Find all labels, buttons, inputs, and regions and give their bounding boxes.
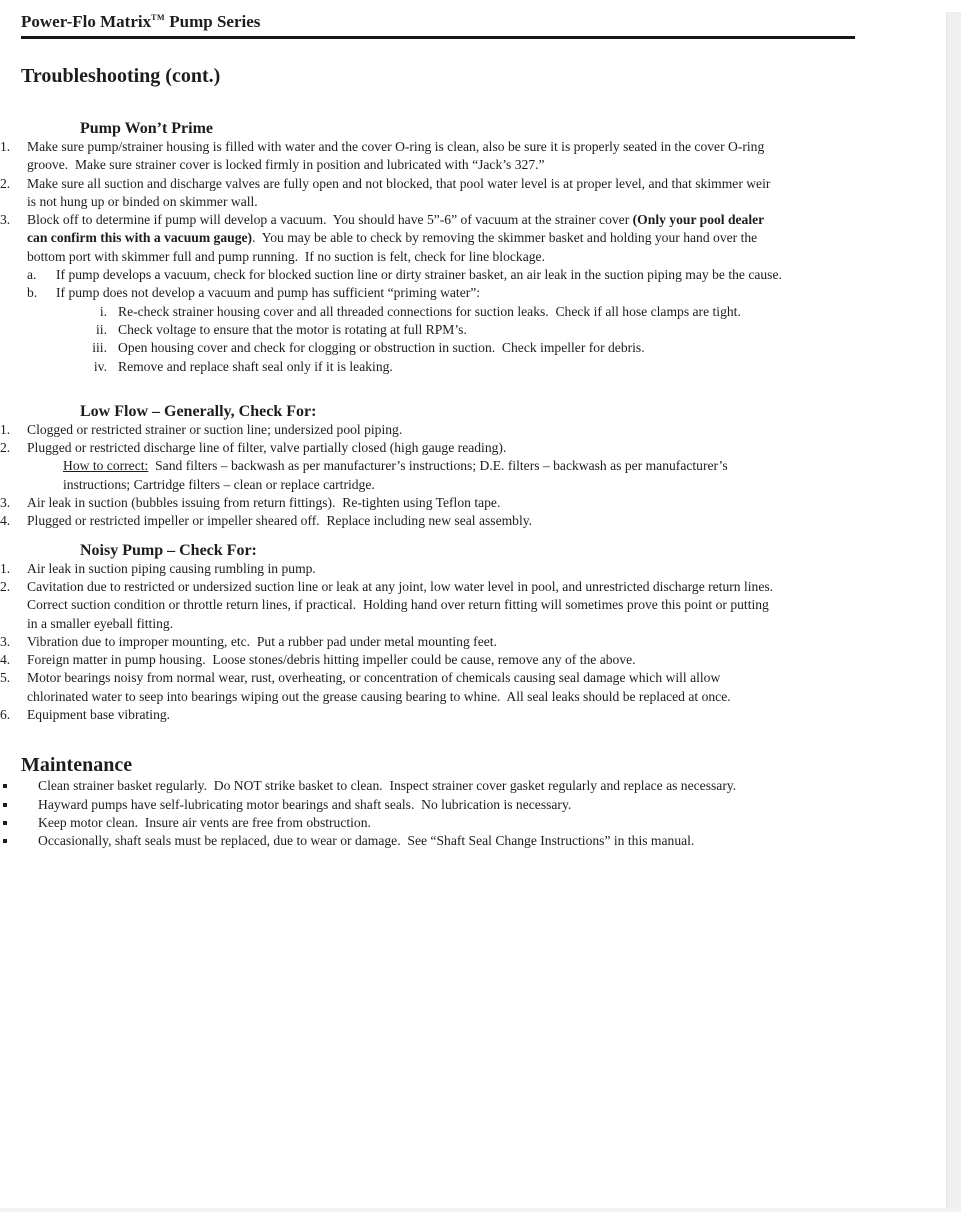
list-item-text: Foreign matter in pump housing. Loose stones/debris hitting impeller could be cause, remove any of the above. (27, 652, 636, 668)
list-item (0, 138, 782, 175)
doc-header (21, 12, 855, 39)
list-item (0, 211, 782, 376)
list-item (0, 175, 782, 212)
list-item (56, 339, 782, 357)
list-item-text: Clean strainer basket regularly. Do NOT strike basket to clean. Inspect strainer cover gasket regularly and replace as necessary. (38, 778, 737, 794)
list-item (0, 651, 782, 669)
list-item-text: Air leak in suction (bubbles issuing from return fittings). Re-tighten using Teflon tape. (27, 495, 501, 511)
pump-wont-prime-sublist (27, 266, 782, 376)
list-item-text: Clogged or restricted strainer or suction line; undersized pool piping. (27, 421, 403, 437)
list-item (56, 303, 782, 321)
list-item (0, 777, 782, 795)
list-item-text: Cavitation due to restricted or undersized suction line or leak at any joint, low water level in pool, and unrestricted discharge return lines. Correct suction condition or throttle return lines, if practical. Holding hand over return fitting will sometimes prove this point or putting in a smaller eyeball fitting. (27, 578, 780, 631)
list-item (0, 669, 782, 706)
list-item (0, 494, 782, 512)
subsection-heading-pump-wont-prime: Pump Won’t Prime (80, 120, 214, 137)
list-item-text: Plugged or restricted impeller or impeller sheared off. Replace including new seal assembly. (27, 513, 533, 529)
list-item-text: Occasionally, shaft seals must be replaced, due to wear or damage. See “Shaft Seal Change Instructions” in this manual. (38, 833, 695, 849)
list-item-text: Block off to determine if pump will develop a vacuum. You should have 5”-6” of vacuum at the strainer cover (27, 212, 633, 228)
list-item-text: Open housing cover and check for clogging or obstruction in suction. Check impeller for debris. (118, 340, 645, 356)
section-heading-maintenance: Maintenance (21, 754, 133, 777)
doc-header-title: Power-Flo Matrix (21, 12, 152, 31)
list-item-text: If pump does not develop a vacuum and pump has sufficient “priming water”: (56, 285, 481, 301)
subsection-heading-noisy-pump: Noisy Pump – Check For: (80, 541, 257, 559)
subsection-heading-low-flow: Low Flow – Generally, Check For: (80, 402, 317, 420)
how-to-correct-label: How to correct: (63, 458, 149, 474)
section-heading-troubleshooting: Troubleshooting (cont.) (21, 65, 221, 87)
list-item (0, 512, 782, 530)
list-item-text: Motor bearings noisy from normal wear, rust, overheating, or concentration of chemicals causing seal damage which will allow chlorinated water to seep into bearings wiping out the grease causing bearing to whine. All seal leaks should be replaced at once. (27, 670, 731, 704)
trademark-superscript: TM (151, 13, 166, 22)
maintenance-list (0, 777, 782, 850)
list-item (0, 421, 782, 439)
list-item-text: Check voltage to ensure that the motor is rotating at full RPM’s. (118, 321, 467, 337)
how-to-correct-text: Sand filters – backwash as per manufacturer’s instructions; D.E. filters – backwash as per manufacturer’s instructions; Cartridge filters – clean or replace cartridge. (63, 458, 732, 492)
list-item (0, 578, 782, 633)
list-item-bold-text: (Only your pool dealer can confirm this with a vacuum gauge) (27, 212, 768, 246)
list-item-text: Re-check strainer housing cover and all threaded connections for suction leaks. Check if all hose clamps are tight. (118, 303, 741, 319)
how-to-correct-note (63, 457, 782, 494)
list-item-text: Remove and replace shaft seal only if it is leaking. (118, 358, 393, 374)
list-item-text: Vibration due to improper mounting, etc. Put a rubber pad under metal mounting feet. (27, 633, 497, 649)
list-item-text: Plugged or restricted discharge line of filter, valve partially closed (high gauge reading). (27, 440, 507, 456)
list-item-text: Make sure pump/strainer housing is filled with water and the cover O-ring is clean, also be sure it is properly seated in the cover O-ring groove. Make sure strainer cover is locked firmly in position and lubricated with “Jack’s 327.” (27, 139, 768, 173)
list-item-text: Make sure all suction and discharge valves are fully open and not blocked, that pool water level is at proper level, and that skimmer weir is not hung up or binded on skimmer wall. (27, 175, 774, 209)
pump-wont-prime-list (0, 138, 782, 376)
list-item (56, 321, 782, 339)
scan-edge-bottom (0, 1208, 961, 1212)
low-flow-list (0, 421, 782, 531)
list-item (0, 814, 782, 832)
list-item (0, 796, 782, 814)
list-item (56, 358, 782, 376)
list-item (27, 284, 782, 375)
list-item (0, 439, 782, 494)
list-item-text: Air leak in suction piping causing rumbling in pump. (27, 560, 316, 576)
list-item-text: Keep motor clean. Insure air vents are free from obstruction. (38, 814, 371, 830)
doc-header-suffix: Pump Series (165, 12, 261, 31)
scan-edge-right (946, 12, 961, 1212)
list-item (0, 633, 782, 651)
list-item (0, 706, 782, 724)
noisy-pump-list (0, 560, 782, 725)
list-item (0, 832, 782, 850)
list-item (27, 266, 782, 284)
list-item (0, 560, 782, 578)
pump-wont-prime-roman-list (56, 303, 782, 376)
list-item-text: If pump develops a vacuum, check for blocked suction line or dirty strainer basket, an air leak in the suction piping may be the cause. (56, 267, 782, 283)
list-item-text: Hayward pumps have self-lubricating motor bearings and shaft seals. No lubrication is necessary. (38, 796, 572, 812)
manual-page (0, 12, 961, 1212)
list-item-text: . You may be able to check by removing the skimmer basket and holding your hand over the bottom port with skimmer full and pump running. If no suction is felt, check for line blockage. (27, 230, 761, 264)
list-item-text: Equipment base vibrating. (27, 707, 171, 723)
